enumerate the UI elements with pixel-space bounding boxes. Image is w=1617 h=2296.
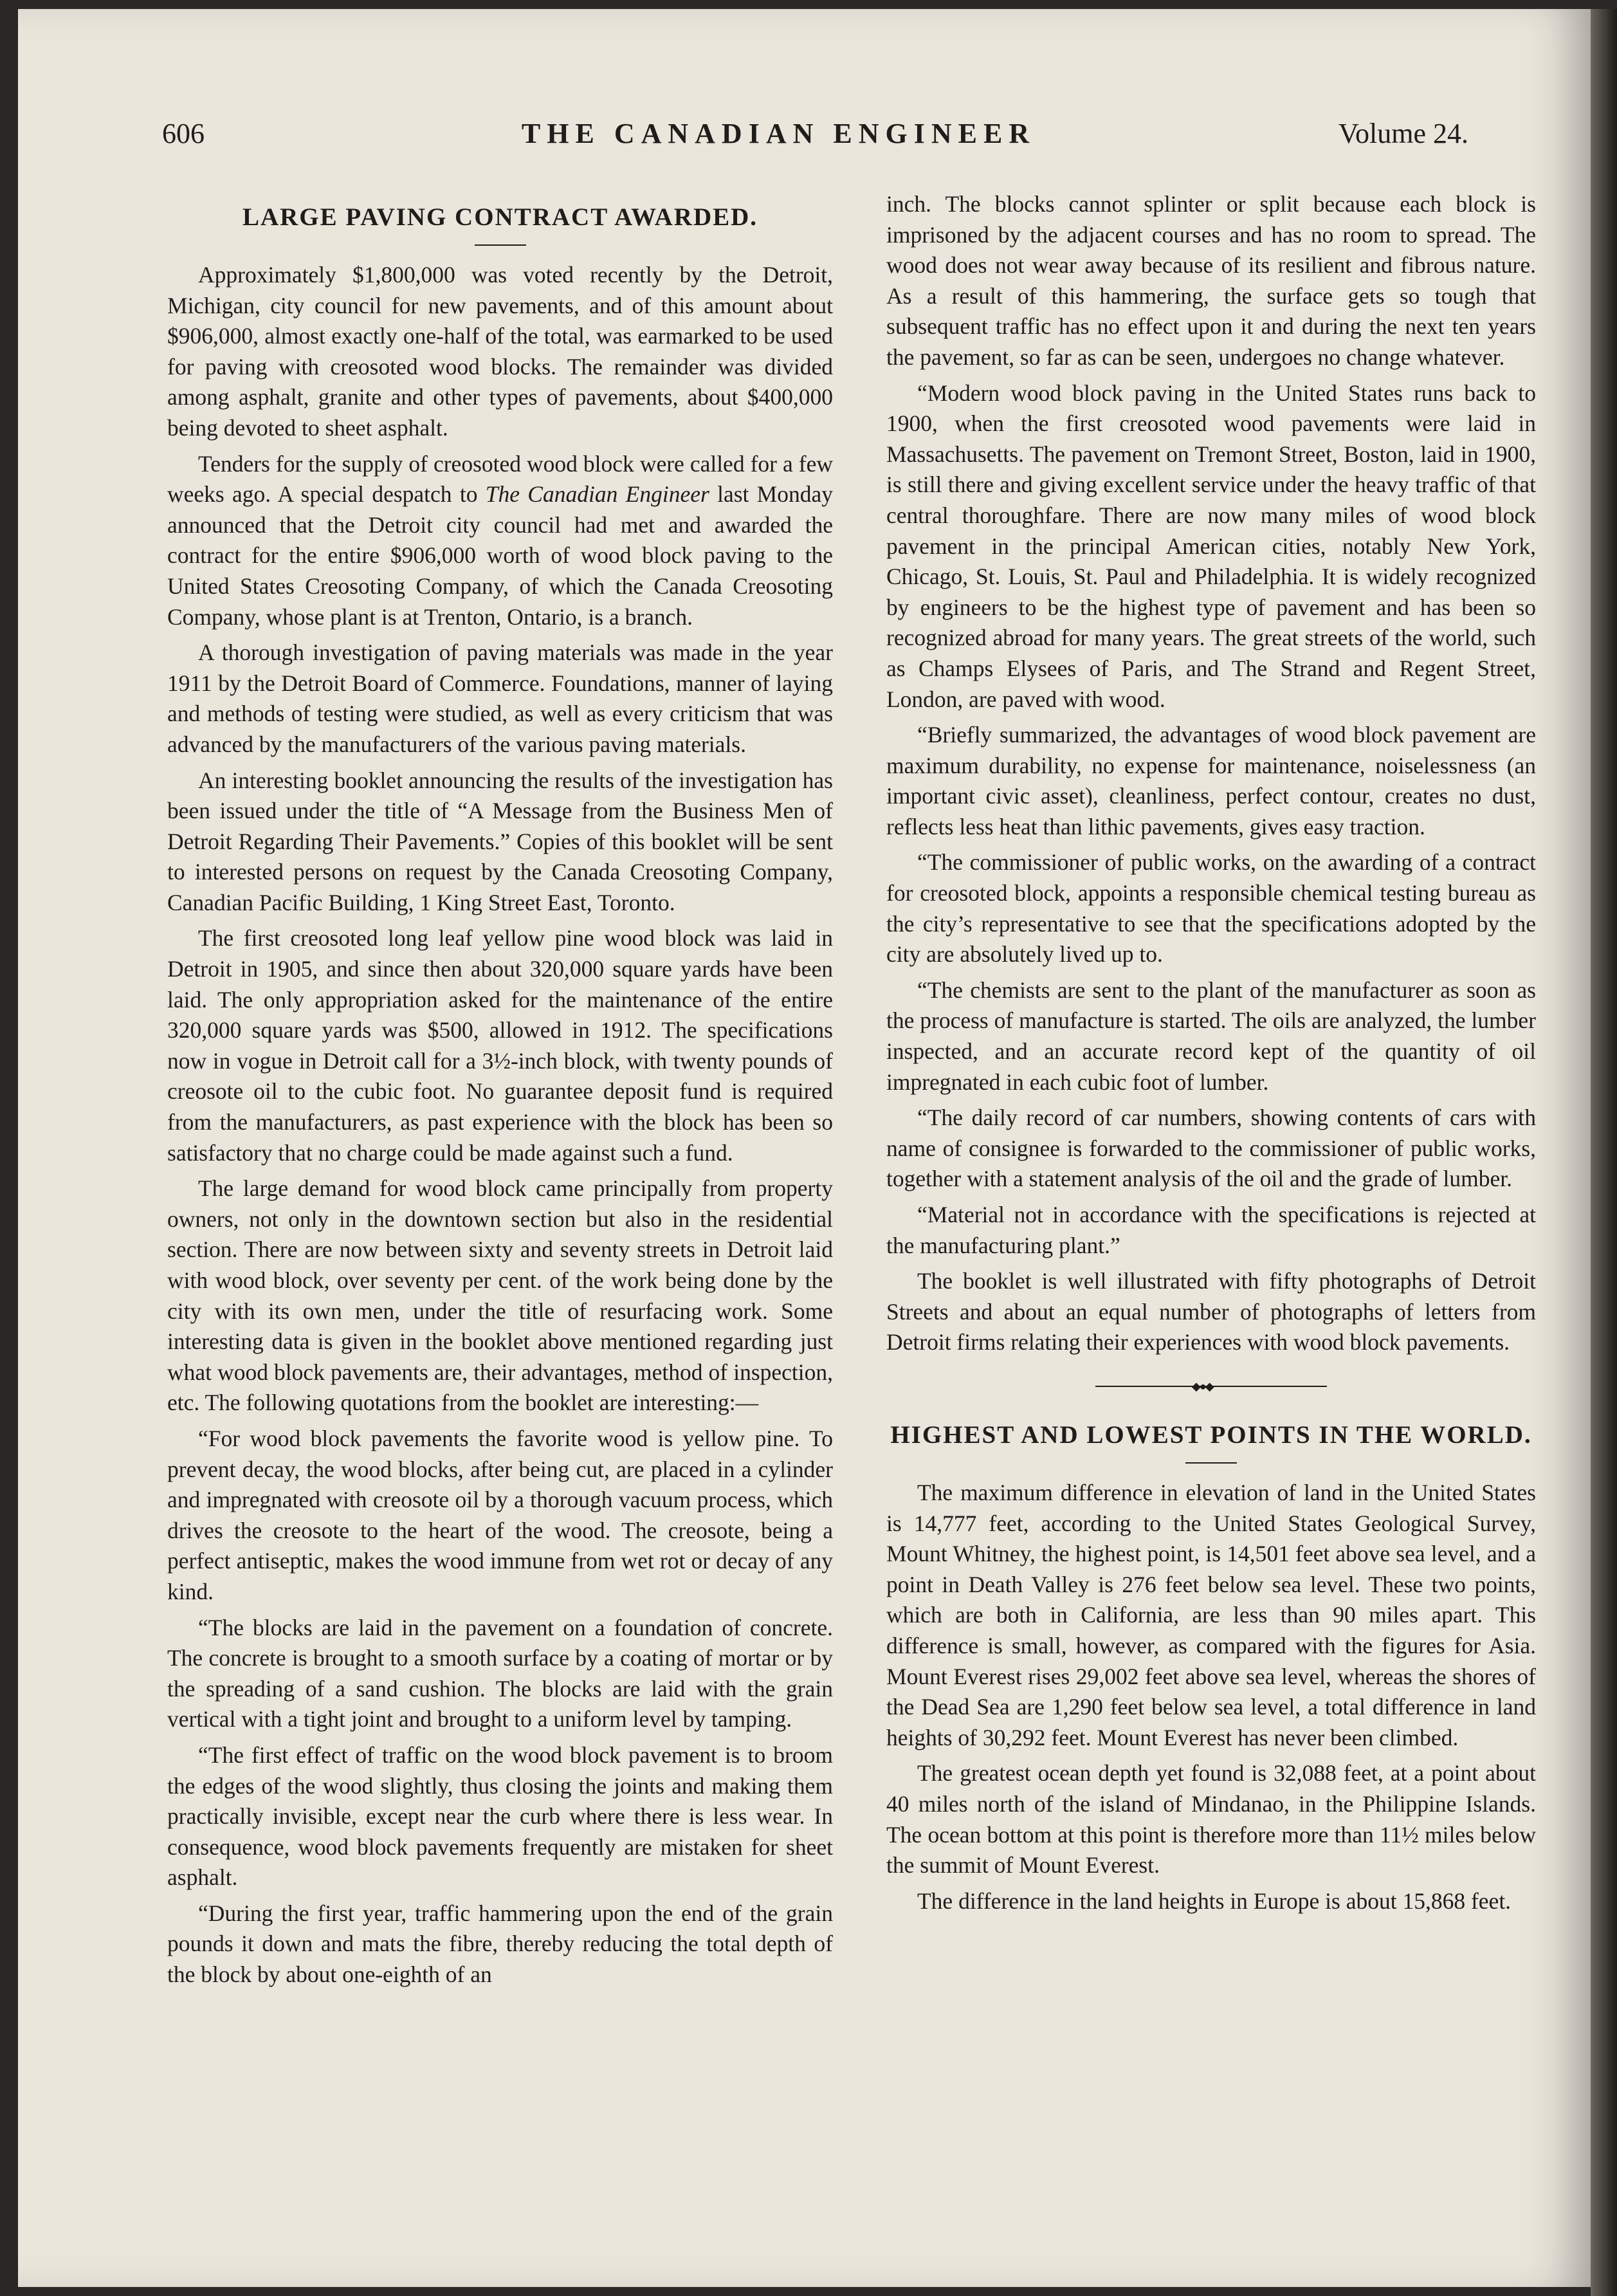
running-header [18, 117, 1591, 156]
quotation: “Material not in accordance with the specifications is rejected at the manufacturing plant.” [886, 1202, 1536, 1258]
section-ornament: ◆●◆ [1095, 1380, 1327, 1393]
journal-title: THE CANADIAN ENGINEER [521, 118, 1036, 149]
quotation-continued: inch. The blocks cannot splinter or split because each block is imprisoned by the adjacent courses and has no room to spread. The wood does not wear away because of its resilient and fibrous nature. As a result of this hammering, the surface gets so tough that subsequent traffic has no effect upon it and during the next ten years the pavement, so far as can be seen, undergoes no change whatever. [886, 191, 1536, 370]
quotation: “The daily record of car numbers, showing contents of cars with name of consignee is forwarded to the commissioner of public works, together with a statement analysis of the oil and the grade of lumber. [886, 1105, 1536, 1192]
quotation: “The first effect of traffic on the wood block pavement is to broom the edges of the wood slightly, thus closing the joints and making them practically invisible, except near the curb where there is less wear. In consequence, wood block pavements frequently are mistaken for sheet asphalt. [167, 1741, 833, 1891]
article-title: HIGHEST AND LOWEST POINTS IN THE WORLD. [890, 1420, 1532, 1449]
page [18, 9, 1591, 2287]
quotation: “Modern wood block paving in the United States runs back to 1900, when the first creosoted wood pavements were laid in Massachusetts. The pavement on Tremont Street, Boston, laid in 1900, is still there and giving excellent service under the heavy traffic of that central thoroughfare. There are now many miles of wood block pavement in the principal American cities, notably New York, Chicago, St. Louis, St. Paul and Philadelphia. It is widely recognized by engineers to be the highest type of pavement and has been so recognized abroad for many years. The great streets of the world, such as Champs Elysees of Paris, and The Strand and Regent Street, London, are paved with wood. [886, 380, 1536, 712]
quotation: “The chemists are sent to the plant of the manufacturer as soon as the process of manufacture is started. The oils are analyzed, the lumber inspected, and an accurate record kept of the quantity of oil impregnated in each cubic foot of lumber. [886, 977, 1536, 1095]
quotation: “The blocks are laid in the pavement on a foundation of concrete. The concrete is brought to a smooth surface by a coating of mortar or by the spreading of a sand cushion. The blocks are laid with the grain vertical with a tight joint and brought to a uniform level by tamping. [167, 1614, 833, 1732]
quotation: “For wood block pavements the favorite wood is yellow pine. To prevent decay, the wood blocks, after being cut, are placed in a cylinder and impregnated with creosote oil by a thorough vacuum process, which drives the creosote to the heart of the wood. The creosote, being a perfect antiseptic, makes the wood immune from wet rot or decay of any kind. [167, 1425, 833, 1604]
paragraph: The first creosoted long leaf yellow pine wood block was laid in Detroit in 1905, and since then about 320,000 square yards have been laid. The only appropriation asked for the maintenance of the entire 320,000 square yards was $500, allowed in 1912. The specifications now in vogue in Detroit call for a 3½-inch block, with twenty pounds of creosote oil to the cubic foot. No guarantee deposit fund is required from the manufacturers, as past experience with the block has been so satisfactory that no charge could be made against such a fund. [167, 925, 833, 1166]
book-gutter [1591, 9, 1617, 2296]
journal-name: The Canadian Engineer [485, 481, 709, 508]
volume-label: Volume 24. [1338, 118, 1468, 149]
title-rule [1185, 1462, 1237, 1464]
paragraph: The maximum difference in elevation of land in the United States is 14,777 feet, according to the United States Geological Survey, Mount Whitney, the highest point, is 14,501 feet above sea level, and a point in Death Valley is 276 feet below sea level. These two points, which are both in California, are less than 90 miles apart. This difference is small, however, as compared with the figures for Asia. Mount Everest rises 29,002 feet above sea level, whereas the shores of the Dead Sea are 1,290 feet below sea level, a total difference in land heights of 30,292 feet. Mount Everest has never been climbed. [886, 1479, 1536, 1750]
paragraph: Approximately $1,800,000 was voted recently by the Detroit, Michigan, city council for new pavements, and of this amount about $906,000, almost exactly one-half of the total, was earmarked to be used for paving with creosoted wood blocks. The remainder was divided among asphalt, granite and other types of pavements, about $400,000 being devoted to sheet asphalt. [167, 262, 833, 441]
title-rule [475, 244, 526, 246]
paragraph: A thorough investigation of paving materials was made in the year 1911 by the Detroit Board of Commerce. Foundations, manner of laying and methods of testing were studied, as well as every criticism that was advanced by the manufacturers of the various paving materials. [167, 639, 833, 757]
paragraph: The difference in the land heights in Europe is about 15,868 feet. [917, 1887, 1512, 1914]
quotation: “The commissioner of public works, on the awarding of a contract for creosoted block, appoints a responsible chemical testing bureau as the city’s representative to see that the specifications adopted by the city are absolutely lived up to. [886, 849, 1536, 968]
quotation: “During the first year, traffic hammering upon the end of the grain pounds it down and mats the fibre, thereby reducing the total depth of the block by about one-eighth of an [167, 1900, 833, 1988]
right-column [886, 189, 1536, 1922]
quotation: “Briefly summarized, the advantages of wood block pavement are maximum durability, no expense for maintenance, noiselessness (an important civic asset), cleanliness, perfect contour, creates no dust, reflects less heat than lithic pavements, gives easy traction. [886, 722, 1536, 840]
paragraph: The booklet is well illustrated with fifty photographs of Detroit Streets and about an equal number of photographs of letters from Detroit firms relating their experiences with wood block pavements. [886, 1268, 1536, 1355]
paragraph: The greatest ocean depth yet found is 32,088 feet, at a point about 40 miles north of the island of Mindanao, in the Philippine Islands. The ocean bottom at this point is therefore more than 11½ miles below the summit of Mount Everest. [886, 1760, 1536, 1878]
left-column [167, 189, 833, 1996]
paragraph: Tenders for the supply of creosoted wood block were called for a few weeks ago. A special despatch to The Canadian Engineer last Monday announced that the Detroit city council had met and awarded the contract for the entire $906,000 worth of wood block paving to the United States Creosoting Company, of which the Canada Creosoting Company, whose plant is at Trenton, Ontario, is a branch. [167, 450, 834, 630]
paragraph: The large demand for wood block came principally from property owners, not only in the downtown section but also in the residential section. There are now between sixty and seventy streets in Detroit laid with wood block, over seventy per cent. of the work being done by the city with its own men, under the title of resurfacing work. Some interesting data is given in the booklet above mentioned regarding just what wood block pavements are, their advantages, method of inspection, etc. The following quotations from the booklet are interesting:— [167, 1175, 833, 1416]
page-number: 606 [162, 118, 205, 149]
article-title: LARGE PAVING CONTRACT AWARDED. [242, 203, 758, 231]
paragraph: An interesting booklet announcing the results of the investigation has been issued under the title of “A Message from the Business Men of Detroit Regarding Their Pavements.” Copies of this booklet will be sent to interested persons on request by the Canada Creosoting Company, Canadian Pacific Building, 1 King Street East, Toronto. [167, 767, 833, 915]
